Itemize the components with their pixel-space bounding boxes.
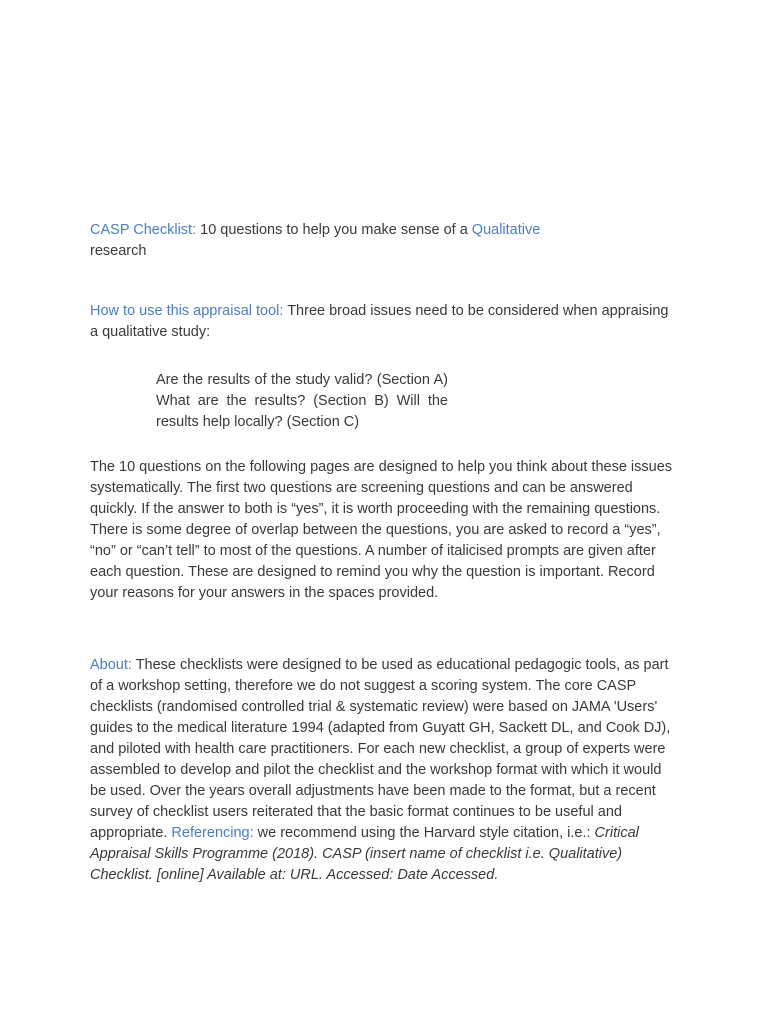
- title-suffix: research: [90, 243, 147, 259]
- about-paragraph: [90, 655, 680, 886]
- title-prefix: CASP Checklist:: [90, 222, 197, 238]
- referencing-label: Referencing:: [171, 825, 254, 841]
- about-label: About:: [90, 657, 132, 673]
- how-to-use-text: Three broad issues need to be considered when appraising a qualitative study:: [90, 303, 669, 340]
- intro-paragraph: The 10 questions on the following pages are designed to help you think about these issues systematically. The first two questions are screening questions and can be answered quickly. If the answer to both is “yes”, it is worth proceeding with the remaining questions. There is some degree of overlap between the questions, you are asked to record a “yes”, “no” or “can’t tell” to most of the questions. A number of italicised prompts are given after each question. These are designed to remind you why the question is important. Record your reasons for your answers in the spaces provided.: [90, 459, 673, 601]
- title-highlight: Qualitative: [471, 222, 541, 238]
- about-text: These checklists were designed to be used as educational pedagogic tools, as part of a workshop setting, therefore we do not suggest a scoring system. The core CASP checklists (randomised controlled trial & systematic review) were based on JAMA 'Users' guides to the medical literature 1994 (adapted from Guyatt GH, Sackett DL, and Cook DJ), and piloted with health care practitioners. For each new checklist, a group of experts were assembled to develop and pilot the checklist and the workshop format with which it would be used. Over the years overall adjustments have been made to the format, but a recent survey of checklist users reiterated that the basic format continues to be useful and appropriate.: [90, 657, 671, 841]
- how-to-use-label: How to use this appraisal tool:: [90, 303, 284, 319]
- document-title: [90, 220, 570, 262]
- sections-list: Are the results of the study valid? (Section A) What are the results? (Section B) Will the results help locally? (Section C): [156, 372, 448, 430]
- title-middle: 10 questions to help you make sense of a: [196, 222, 472, 238]
- citation-text: Critical Appraisal Skills Programme (2018). CASP (insert name of checklist i.e. Qualitative) Checklist. [online] Available at: URL. Accessed: Date Accessed.: [90, 825, 639, 883]
- how-to-use-paragraph: [90, 301, 680, 343]
- referencing-text: we recommend using the Harvard style citation, i.e.:: [253, 825, 595, 841]
